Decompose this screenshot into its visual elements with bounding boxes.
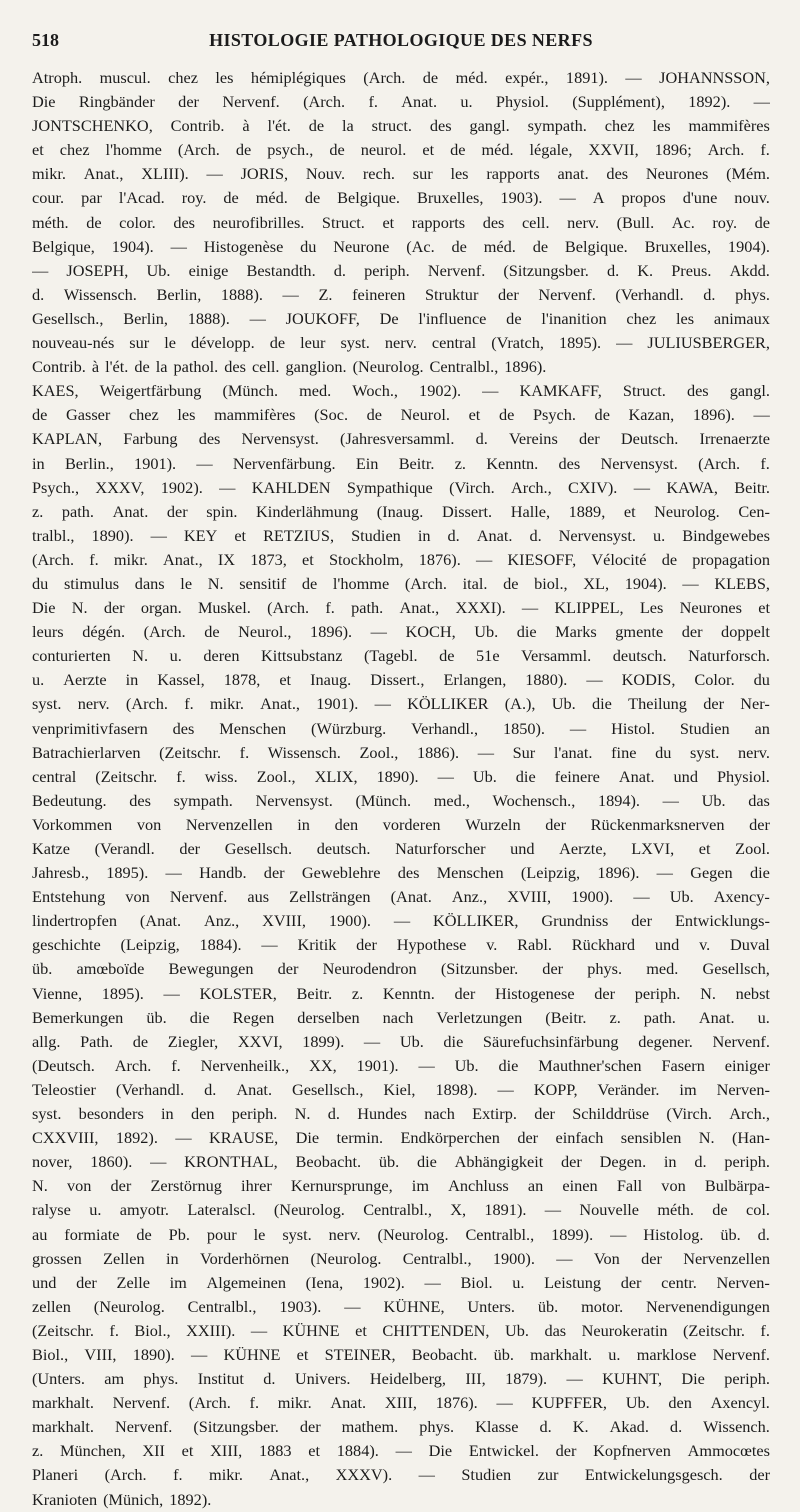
text-line: (Arch. f. mikr. Anat., IX 1873, et Stockholm, 1876). — KIESOFF, Vélocité de propagation — [32, 549, 770, 569]
bibliography-text — [32, 66, 770, 1512]
text-line: z. path. Anat. der spin. Kinderlähmung (Inaug. Dissert. Halle, 1889, et Neurolog. Cen- — [32, 501, 770, 521]
text-line: N. von der Zerstörnug ihrer Kernursprunge, im Anchluss an einen Fall von Bulbärpa- — [32, 1176, 770, 1196]
text-line: lindertropfen (Anat. Anz., XVIII, 1900). — KÖLLIKER, Grundniss der Entwicklungs- — [32, 911, 770, 931]
text-line: Contrib. à l'ét. de la pathol. des cell. ganglion. (Neurolog. Centralbl., 1896). — [32, 357, 547, 377]
text-line: Die Ringbänder der Nervenf. (Arch. f. Anat. u. Physiol. (Supplément), 1892). — — [32, 92, 770, 112]
text-line: JONTSCHENKO, Contrib. à l'ét. de la struct. des gangl. sympath. chez les mammifères — [32, 116, 770, 136]
text-line: Batrachierlarven (Zeitschr. f. Wissensch. Zool., 1886). — Sur l'anat. fine du syst. nerv. — [32, 742, 770, 762]
text-line: zellen (Neurolog. Centralbl., 1903). — KÜHNE, Unters. üb. motor. Nervenendigungen — [32, 1296, 770, 1316]
text-line: Bemerkungen üb. die Regen derselben nach Verletzungen (Beitr. z. path. Anat. u. — [32, 1007, 770, 1027]
text-line: méth. de color. des neurofibrilles. Struct. et rapports des cell. nerv. (Bull. Ac. roy. de — [32, 212, 770, 232]
text-line: Belgique, 1904). — Histogenèse du Neurone (Ac. de méd. de Belgique. Bruxelles, 1904). — [32, 236, 770, 256]
text-line: (Zeitschr. f. Biol., XXIII). — KÜHNE et CHITTENDEN, Ub. das Neurokeratin (Zeitschr. f. — [32, 1320, 770, 1340]
text-line: Entstehung von Nervenf. aus Zellsträngen (Anat. Anz., XVIII, 1900). — Ub. Axency- — [32, 887, 770, 907]
text-line: du stimulus dans le N. sensitif de l'homme (Arch. ital. de biol., XL, 1904). — KLEBS, — [32, 573, 770, 593]
text-line: syst. nerv. (Arch. f. mikr. Anat., 1901). — KÖLLIKER (A.), Ub. die Theilung der Ner- — [32, 694, 770, 714]
text-line: Katze (Verandl. der Gesellsch. deutsch. Naturforscher und Aerzte, LXVI, et Zool. — [32, 839, 770, 858]
text-line: geschichte (Leipzig, 1884). — Kritik der Hypothese v. Rabl. Rückhard und v. Duval — [32, 935, 770, 955]
text-line: central (Zeitschr. f. wiss. Zool., XLIX, 1890). — Ub. die feinere Anat. und Physiol. — [32, 766, 770, 786]
page-number: 518 — [32, 30, 59, 50]
text-line: leurs dégén. (Arch. de Neurol., 1896). — KOCH, Ub. die Marks gmente der doppelt — [32, 622, 770, 642]
running-title: HISTOLOGIE PATHOLOGIQUE DES NERFS — [209, 30, 593, 50]
text-line: de Gasser chez les mammifères (Soc. de Neurol. et de Psych. de Kazan, 1896). — — [32, 405, 770, 425]
text-line: (Deutsch. Arch. f. Nervenheilk., XX, 1901). — Ub. die Mauthner'schen Fasern einiger — [32, 1055, 770, 1075]
text-line: und der Zelle im Algemeinen (Iena, 1902). — Biol. u. Leistung der centr. Nerven- — [32, 1272, 770, 1292]
text-line: syst. besonders in den periph. N. d. Hundes nach Extirp. der Schilddrüse (Virch. Arch., — [32, 1104, 770, 1124]
text-line: Gesellsch., Berlin, 1888). — JOUKOFF, De l'influence de l'inanition chez les animaux — [32, 308, 770, 328]
text-line: Die N. der organ. Muskel. (Arch. f. path. Anat., XXXI). — KLIPPEL, Les Neurones et — [32, 598, 770, 618]
text-line: Jahresb., 1895). — Handb. der Geweblehre des Menschen (Leipzig, 1896). — Gegen die — [32, 863, 770, 883]
text-line: cour. par l'Acad. roy. de méd. de Belgique. Bruxelles, 1903). — A propos d'une nouv. — [32, 188, 770, 208]
running-header — [32, 30, 770, 56]
text-line: markhalt. Nervenf. (Sitzungsber. der mathem. phys. Klasse d. K. Akad. d. Wissench. — [32, 1417, 770, 1437]
text-line: nouveau-nés sur le développ. de leur syst. nerv. central (Vratch, 1895). — JULIUSBERGER, — [32, 333, 770, 353]
text-line: d. Wissensch. Berlin, 1888). — Z. feineren Struktur der Nervenf. (Verhandl. d. phys. — [32, 284, 770, 304]
text-line: conturierten N. u. deren Kittsubstanz (Tagebl. de 51e Versamml. deutsch. Naturforsch. — [32, 646, 770, 666]
text-line: Planeri (Arch. f. mikr. Anat., XXXV). — Studien zur Entwickelungsgesch. der — [32, 1465, 770, 1485]
text-line: in Berlin., 1901). — Nervenfärbung. Ein Beitr. z. Kenntn. des Nervensyst. (Arch. f. — [32, 453, 770, 473]
text-line: Teleostier (Verhandl. d. Anat. Gesellsch., Kiel, 1898). — KOPP, Veränder. im Nerven- — [32, 1079, 770, 1099]
text-line: Biol., VIII, 1890). — KÜHNE et STEINER, Beobacht. üb. markhalt. u. marklose Nervenf. — [32, 1344, 770, 1364]
text-line: allg. Path. de Ziegler, XXVI, 1899). — Ub. die Säurefuchsinfärbung degener. Nervenf. — [32, 1031, 770, 1051]
text-line: ralyse u. amyotr. Lateralscl. (Neurolog. Centralbl., X, 1891). — Nouvelle méth. de col. — [32, 1200, 770, 1220]
text-line: nover, 1860). — KRONTHAL, Beobacht. üb. die Abhängigkeit der Degen. in d. periph. — [32, 1152, 770, 1172]
text-line: KAES, Weigertfärbung (Münch. med. Woch., 1902). — KAMKAFF, Struct. des gangl. — [32, 381, 770, 401]
text-line: — JOSEPH, Ub. einige Bestandth. d. periph. Nervenf. (Sitzungsber. d. K. Preus. Akdd. — [32, 260, 770, 280]
text-line: Bedeutung. des sympath. Nervensyst. (Münch. med., Wochensch., 1894). — Ub. das — [32, 790, 770, 810]
text-line: tralbl., 1890). — KEY et RETZIUS, Studien in d. Anat. d. Nervensyst. u. Bindgewebes — [32, 525, 770, 545]
text-line: au formiate de Pb. pour le syst. nerv. (Neurolog. Centralbl., 1899). — Histolog. üb. d. — [32, 1224, 770, 1244]
text-line: markhalt. Nervenf. (Arch. f. mikr. Anat. XIII, 1876). — KUPFFER, Ub. den Axencyl. — [32, 1393, 770, 1413]
text-line: z. München, XII et XIII, 1883 et 1884). — Die Entwickel. der Kopfnerven Ammocœtes — [32, 1441, 770, 1461]
text-line: üb. amœboïde Bewegungen der Neurodendron (Sitzunsber. der phys. med. Gesellsch, — [32, 959, 770, 979]
text-line: Kranioten (Münich, 1892). — [32, 1489, 212, 1509]
text-line: mikr. Anat., XLIII). — JORIS, Nouv. rech. sur les rapports anat. des Neurones (Mém. — [32, 164, 770, 184]
text-line: grossen Zellen in Vorderhörnen (Neurolog. Centralbl., 1900). — Von der Nervenzellen — [32, 1248, 770, 1268]
text-line: et chez l'homme (Arch. de psych., de neurol. et de méd. légale, XXVII, 1896; Arch. f. — [32, 140, 770, 160]
text-line: u. Aerzte in Kassel, 1878, et Inaug. Dissert., Erlangen, 1880). — KODIS, Color. du — [32, 670, 770, 690]
text-line: (Unters. am phys. Institut d. Univers. Heidelberg, III, 1879). — KUHNT, Die periph. — [32, 1369, 770, 1389]
text-line: venprimitivfasern des Menschen (Würzburg. Verhandl., 1850). — Histol. Studien an — [32, 718, 770, 738]
text-line: Psych., XXXV, 1902). — KAHLDEN Sympathique (Virch. Arch., CXIV). — KAWA, Beitr. — [32, 477, 770, 497]
text-line: Vienne, 1895). — KOLSTER, Beitr. z. Kenntn. der Histogenese der periph. N. nebst — [32, 983, 770, 1003]
text-line: Atroph. muscul. chez les hémiplégiques (Arch. de méd. expér., 1891). — JOHANNSSON, — [32, 68, 770, 87]
text-line: CXXVIII, 1892). — KRAUSE, Die termin. Endkörperchen der einfach sensiblen N. (Han- — [32, 1128, 770, 1148]
text-line: KAPLAN, Farbung des Nervensyst. (Jahresversamml. d. Vereins der Deutsch. Irrenaerzte — [32, 429, 770, 449]
text-line: Vorkommen von Nervenzellen in den vorderen Wurzeln der Rückenmarksnerven der — [32, 814, 770, 834]
